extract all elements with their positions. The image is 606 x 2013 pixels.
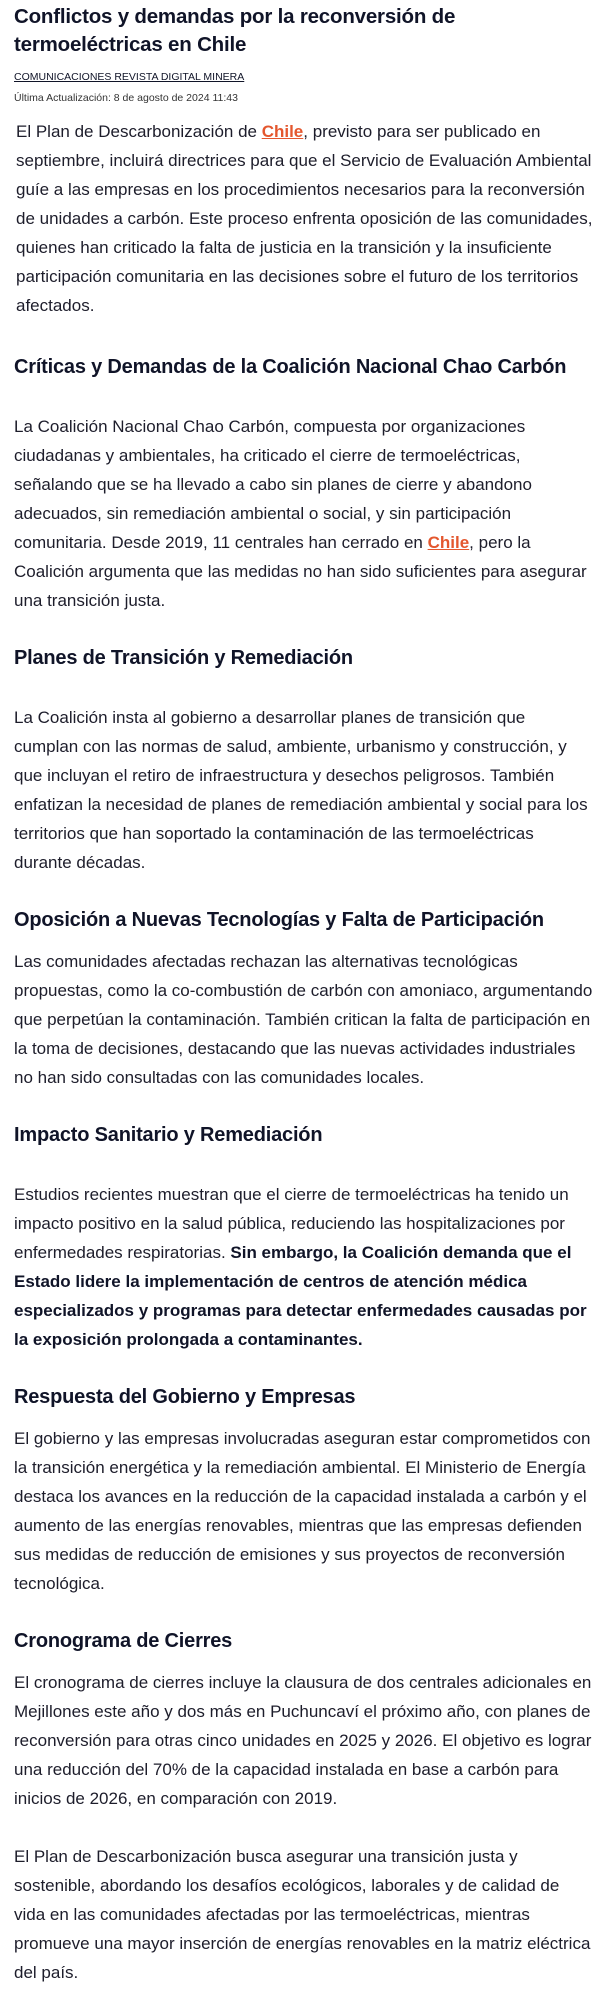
section-paragraph-criticas [14,412,594,615]
impacto-text: Estudios recientes muestran que el cierre de termoeléctricas ha tenido un impacto positivo en la salud pública, reduciendo las hospitalizaciones por enfermedades respiratorias. [14,1185,569,1262]
criticas-text-after: , pero la Coalición argumenta que las medidas no han sido suficientes para asegurar una transición justa. [14,533,587,610]
section-heading-impacto: Impacto Sanitario y Remediación [14,1124,323,1146]
section-paragraph-impacto [14,1180,594,1354]
author-byline-link[interactable]: COMUNICACIONES REVISTA DIGITAL MINERA [14,71,245,83]
chile-link[interactable]: Chile [427,533,470,552]
section-paragraph-oposicion: Las comunidades afectadas rechazan las alternativas tecnológicas propuestas, como la co-combustión de carbón con amoniaco, argumentando que perpetúan la contaminación. También critican la falta de participación en la toma de decisiones, destacando que las nuevas actividades industriales no han sido consultadas con las comunidades locales. [14,952,593,1087]
closing-paragraph: El Plan de Descarbonización busca asegurar una transición justa y sostenible, abordando los desafíos ecológicos, laborales y de calidad de vida en las comunidades afectadas por las termoeléctricas, mientras promueve una mayor inserción de energías renovables en la matriz eléctrica del país. [14,1847,591,1982]
criticas-text-before: La Coalición Nacional Chao Carbón, compuesta por organizaciones ciudadanas y ambientales, ha criticado el cierre de termoeléctricas, señalando que se ha llevado a cabo sin planes de cierre y abandono adecuados, sin remediación ambiental o social, y sin participación comunitaria. Desde 2019, 11 centrales han cerrado en [14,417,532,552]
intro-text-after: , previsto para ser publicado en septiembre, incluirá directrices para que el Servicio de Evaluación Ambiental guíe a las empresas en los procedimientos necesarios para la reconversión de unidades a carbón. Este proceso enfrenta oposición de las comunidades, quienes han criticado la falta de justicia en la transición y la insuficiente participación comunitaria en las decisiones sobre el futuro de los territorios afectados. [16,122,593,315]
intro-text-before: El Plan de Descarbonización de [16,122,262,141]
section-heading-respuesta: Respuesta del Gobierno y Empresas [14,1386,356,1408]
intro-paragraph [14,117,594,320]
section-paragraph-cronograma: El cronograma de cierres incluye la clausura de dos centrales adicionales en Mejillones este año y dos más en Puchuncaví el próximo año, con planes de reconversión para otras cinco unidades en 2025 y 2026. El objetivo es lograr una reducción del 70% de la capacidad instalada en base a carbón para inicios de 2026, en comparación con 2019. [14,1673,592,1808]
section-heading-criticas: Críticas y Demandas de la Coalición Nacional Chao Carbón [14,356,567,378]
section-paragraph-planes: La Coalición insta al gobierno a desarrollar planes de transición que cumplan con las normas de salud, ambiente, urbanismo y construcción, y que incluyan el retiro de infraestructura y desechos peligrosos. También enfatizan la necesidad de planes de remediación ambiental y social para los territorios que han soportado la contaminación de las termoeléctricas durante décadas. [14,708,588,872]
section-heading-planes: Planes de Transición y Remediación [14,647,353,669]
section-heading-oposicion: Oposición a Nuevas Tecnologías y Falta de Participación [14,909,544,931]
section-paragraph-respuesta: El gobierno y las empresas involucradas aseguran estar comprometidos con la transición energética y la remediación ambiental. El Ministerio de Energía destaca los avances en la reducción de la capacidad instalada a carbón y el aumento de las energías renovables, mientras que las empresas defienden sus medidas de reducción de emisiones y sus proyectos de reconversión tecnológica. [14,1429,591,1593]
impacto-bold-text: Sin embargo, la Coalición demanda que el Estado lidere la implementación de centros de atención médica especializados y programas para detectar enfermedades causadas por la exposición prolongada a contaminantes. [14,1243,587,1349]
section-heading-cronograma: Cronograma de Cierres [14,1630,233,1652]
article-title: Conflictos y demandas por la reconversión de termoeléctricas en Chile [14,5,456,56]
last-updated-timestamp: Última Actualización: 8 de agosto de 2024 11:43 [14,92,238,104]
chile-link[interactable]: Chile [261,122,304,141]
